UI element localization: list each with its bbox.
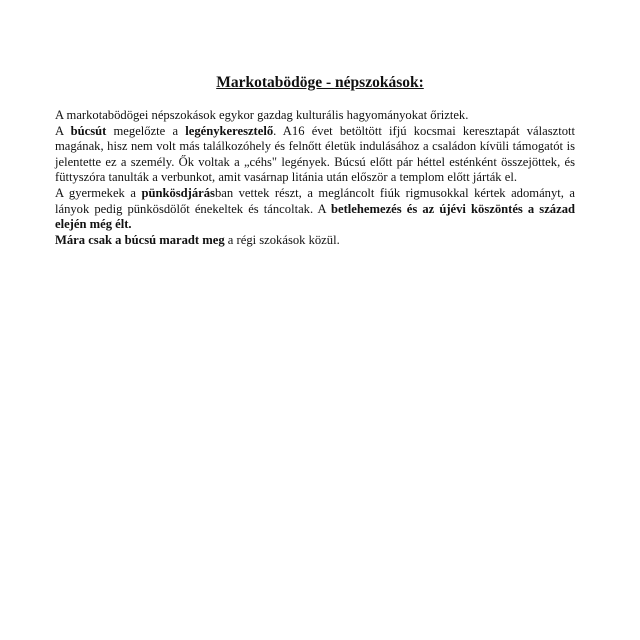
mara-bold: Mára csak a búcsú maradt meg — [55, 232, 225, 247]
mara-rest: a régi szokások közül. — [224, 232, 340, 247]
betlehemezes-bold: betlehemezés és az újévi köszöntés a század elején még élt. — [55, 201, 575, 232]
paragraph-bucsu — [55, 124, 575, 186]
bucsu-pre: A — [55, 123, 71, 138]
bucsu-bold: búcsút — [70, 123, 107, 138]
punkosdjaras-bold: pünkösdjárás — [141, 185, 215, 200]
legenykereszt-bold: legénykeresztelő — [185, 123, 274, 138]
punkosd-mid: ban vettek részt, a megláncolt fiúk rigmusokkal kértek adományt, a lányok pedig pünkösdölőt énekeltek és táncoltak. A — [55, 185, 575, 216]
paragraph-intro — [55, 108, 575, 124]
bucsu-mid: megelőzte a — [106, 123, 186, 138]
bucsu-rest: . A16 évet betöltött ifjú kocsmai keresztapát választott magának, hisz nem volt más találkozóhely és felnőtt életük indulásához a családon kívüli támogatót is jelentette ez a személy. Ők voltak a „céhs" legények. Búcsú előtt pár héttel esténként összejöttek, és füttyszóra tanulták a verbunkot, amit vasárnap litánia után először a templom előtt járták el. — [55, 123, 575, 185]
page-title: Markotabödöge - népszokások: — [216, 74, 424, 91]
paragraph-mara — [55, 233, 575, 249]
punkosd-pre: A gyermekek a — [55, 185, 142, 200]
intro-text: A markotabödögei népszokások egykor gazdag kulturális hagyományokat őriztek. — [55, 108, 469, 122]
document-body — [55, 108, 575, 248]
paragraph-punkosd — [55, 186, 575, 233]
